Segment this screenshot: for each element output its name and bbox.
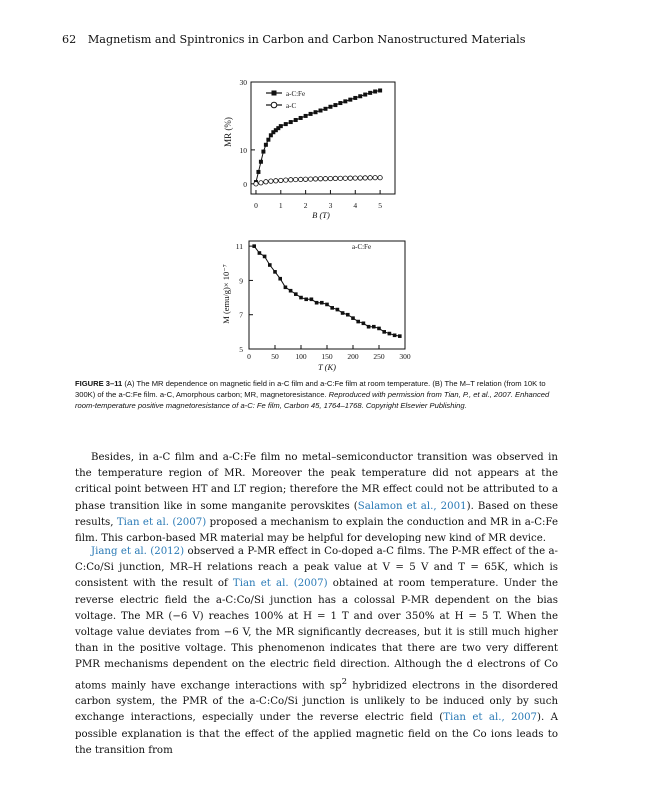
data-point-m-t — [372, 325, 376, 329]
data-point-m-t — [377, 327, 381, 331]
data-point-m-t — [252, 244, 256, 248]
data-point-a-c — [308, 177, 312, 181]
ref-tian-2007-c[interactable]: Tian et al., 2007 — [443, 712, 538, 724]
data-point-a-c-fe — [378, 88, 382, 92]
x-tick-label-a: 3 — [328, 201, 333, 210]
figure-caption — [75, 378, 559, 412]
data-point-a-c-fe — [333, 103, 337, 107]
data-point-m-t — [320, 301, 324, 305]
superscript: 2 — [341, 676, 348, 687]
data-point-m-t — [382, 330, 386, 334]
data-point-a-c-fe — [259, 160, 263, 164]
panel-a-legend — [266, 90, 305, 110]
para1-text-2: ). Based on these results, — [75, 500, 559, 528]
data-point-m-t — [393, 333, 397, 337]
panel-b-series — [252, 244, 401, 338]
x-tick-label-a: 4 — [353, 201, 358, 210]
data-point-a-c-fe — [363, 93, 367, 97]
data-point-a-c-fe — [264, 143, 268, 147]
y-tick-label-b: 5 — [239, 345, 243, 354]
data-point-a-c-fe — [294, 118, 298, 122]
data-point-m-t — [330, 306, 334, 310]
data-point-m-t — [304, 297, 308, 301]
para2-text-3: hybridized electrons in the disordered carbon system, the PMR of the a-C:Co/Si junction is unlikely to be induced only by such exchange interactions, especially under the reverse electric field ( — [75, 680, 558, 724]
data-point-m-t — [336, 308, 340, 312]
legend-marker-a-c-fe — [272, 91, 277, 96]
data-point-a-c-fe — [368, 91, 372, 95]
data-point-a-c-fe — [304, 114, 308, 118]
panel-b-annotation: a-C:Fe — [352, 243, 372, 251]
legend-label-a-c: a-C — [286, 102, 297, 110]
series-line-m-t — [254, 246, 400, 336]
data-point-m-t — [294, 292, 298, 296]
data-point-a-c-fe — [314, 110, 318, 114]
x-tick-label-b: 50 — [271, 352, 279, 361]
data-point-a-c-fe — [289, 120, 293, 124]
data-point-a-c — [353, 176, 357, 180]
x-tick-label-b: 150 — [321, 352, 333, 361]
data-point-a-c — [264, 180, 268, 184]
para2-text-2: obtained at room temperature. Under the reverse electric field the a-C:Co/Si junction has a colossal P-MR dependent on the bias voltage. The MR (−6 V) reaches 100% at H = 1 T and over 350% at H = 5 T. When the voltage value deviates from −6 V, the MR significantly decreases, but it is still much higher than in the positive voltage. This phenomenon indicates that there are two very different PMR mechanisms dependent on the electric field direction. Although the d electrons of Co atoms mainly have exchange interactions with sp — [75, 578, 558, 692]
data-point-a-c — [323, 176, 327, 180]
data-point-a-c — [358, 176, 362, 180]
data-point-a-c — [373, 176, 377, 180]
data-point-m-t — [273, 270, 277, 274]
legend-label-a-c-fe: a-C:Fe — [286, 90, 306, 98]
y-tick-label-a: 0 — [243, 179, 247, 189]
y-tick-label-b: 7 — [239, 310, 243, 320]
x-tick-label-b: 300 — [399, 352, 411, 361]
data-point-m-t — [315, 301, 319, 305]
data-point-a-c — [338, 176, 342, 180]
data-point-a-c-fe — [279, 124, 283, 128]
x-tick-label-a: 5 — [378, 201, 382, 210]
data-point-a-c-fe — [266, 138, 270, 142]
panel-b-xlabel: T (K) — [317, 362, 337, 372]
x-tick-label-a: 2 — [303, 201, 308, 210]
data-point-m-t — [299, 296, 303, 300]
figure — [0, 0, 648, 375]
panel-b-frame — [249, 241, 405, 349]
panel-a — [223, 78, 395, 220]
data-point-a-c-fe — [256, 170, 260, 174]
caption-credit: Reproduced with permission from Tian, P., et al., 2007. Enhanced room-temperature positive magnetoresistance of a-C: Fe film, Carbon 45, 1764–1768. Copyright Elsevier Publishing. — [75, 390, 550, 411]
data-point-m-t — [388, 332, 392, 336]
para1-text-1: Besides, in a-C film and a-C:Fe film no metal–semiconductor transition was observed in the temperature region of MR. Moreover the peak temperature did not appears at the critical point between HT and LT region; therefore the MR effect could not be attributed to a phase transition like in some manganite perovskites ( — [75, 452, 558, 512]
data-point-a-c — [318, 177, 322, 181]
data-point-m-t — [351, 316, 355, 320]
caption-label: FIGURE 3–11 — [75, 379, 123, 388]
y-tick-label-b: 11 — [235, 242, 243, 252]
para2-text-4: ). A possible explanation is that the effect of the applied magnetic field on the Co ions leads to the transition from — [75, 712, 559, 756]
data-point-m-t — [263, 255, 267, 259]
data-point-a-c — [259, 181, 263, 185]
data-point-a-c — [279, 178, 283, 182]
data-point-m-t — [278, 277, 282, 281]
data-point-m-t — [367, 325, 371, 329]
caption-text: (A) The MR dependence on magnetic field in a-C film and a-C:Fe film at room temperature. (B) The M–T relation (from 10K to 300K) of the a-C:Fe film. a-C, Amorphous carbon; MR, magnetoresistance. — [75, 379, 546, 400]
paragraph-2 — [75, 544, 558, 759]
data-point-a-c — [328, 176, 332, 180]
data-point-a-c — [333, 176, 337, 180]
data-point-a-c-fe — [284, 122, 288, 126]
data-point-a-c — [363, 176, 367, 180]
data-point-a-c — [303, 177, 307, 181]
data-point-a-c-fe — [343, 99, 347, 103]
ref-tian-2007-b[interactable]: Tian et al. (2007) — [232, 578, 328, 590]
data-point-a-c — [298, 177, 302, 181]
panel-b — [221, 241, 411, 372]
x-tick-label-b: 0 — [247, 352, 251, 361]
ref-salamon-2001[interactable]: Salamon et al., 2001 — [357, 500, 467, 512]
page-number: 62 — [62, 33, 77, 46]
data-point-a-c — [254, 182, 258, 186]
para2-text-1: observed a P-MR effect in Co-doped a-C films. The P-MR effect of the a-C:Co/Si junction, MR–H relations reach a peak value at V = 5 V and T = 65K, which is consistent with the result of — [75, 546, 558, 590]
paragraph-1 — [75, 450, 558, 547]
data-point-a-c-fe — [358, 94, 362, 98]
data-point-a-c-fe — [338, 101, 342, 105]
x-tick-label-b: 250 — [373, 352, 385, 361]
data-point-m-t — [258, 251, 262, 255]
x-tick-label-a: 1 — [278, 201, 283, 210]
data-point-a-c — [289, 178, 293, 182]
data-point-m-t — [346, 313, 350, 317]
data-point-a-c — [368, 176, 372, 180]
data-point-a-c — [343, 176, 347, 180]
data-point-a-c-fe — [328, 105, 332, 109]
x-tick-label-b: 200 — [347, 352, 359, 361]
data-point-m-t — [310, 297, 314, 301]
data-point-m-t — [289, 289, 293, 293]
data-point-m-t — [356, 320, 360, 324]
data-point-m-t — [398, 334, 402, 338]
para1-text-3: proposed a mechanism to explain the conduction and MR in a-C:Fe film. This carbon-based MR material may be helpful for developing new kind of MR device. — [75, 516, 558, 545]
data-point-a-c-fe — [353, 96, 357, 100]
running-title: Magnetism and Spintronics in Carbon and Carbon Nanostructured Materials — [87, 33, 526, 46]
y-tick-label-b: 9 — [239, 276, 243, 286]
panel-a-ylabel: MR (%) — [223, 117, 233, 147]
data-point-a-c-fe — [261, 150, 265, 154]
data-point-m-t — [268, 263, 272, 267]
data-point-a-c — [378, 176, 382, 180]
legend-marker-a-c — [271, 102, 277, 108]
data-point-a-c-fe — [348, 98, 352, 102]
data-point-a-c — [313, 177, 317, 181]
data-point-a-c — [274, 179, 278, 183]
y-tick-label-a: 30 — [239, 78, 247, 87]
y-tick-label-a: 10 — [239, 145, 247, 155]
panel-b-ylabel: M (emu/g)× 10⁻⁷ — [221, 264, 231, 324]
data-point-a-c-fe — [299, 116, 303, 120]
data-point-a-c-fe — [323, 107, 327, 111]
data-point-a-c — [284, 178, 288, 182]
x-tick-label-b: 100 — [295, 352, 307, 361]
data-point-a-c-fe — [309, 112, 313, 116]
data-point-a-c — [269, 179, 273, 183]
data-point-m-t — [284, 285, 288, 289]
ref-tian-2007[interactable]: Tian et al. (2007) — [116, 516, 207, 528]
data-point-m-t — [362, 321, 366, 325]
data-point-a-c-fe — [373, 90, 377, 94]
data-point-a-c — [348, 176, 352, 180]
data-point-a-c — [293, 177, 297, 181]
data-point-m-t — [341, 311, 345, 315]
data-point-a-c-fe — [319, 109, 323, 113]
data-point-m-t — [325, 303, 329, 307]
ref-jiang-2012[interactable]: Jiang et al. (2012) — [91, 546, 185, 557]
panel-a-xlabel: B (T) — [312, 210, 330, 220]
x-tick-label-a: 0 — [254, 201, 258, 210]
